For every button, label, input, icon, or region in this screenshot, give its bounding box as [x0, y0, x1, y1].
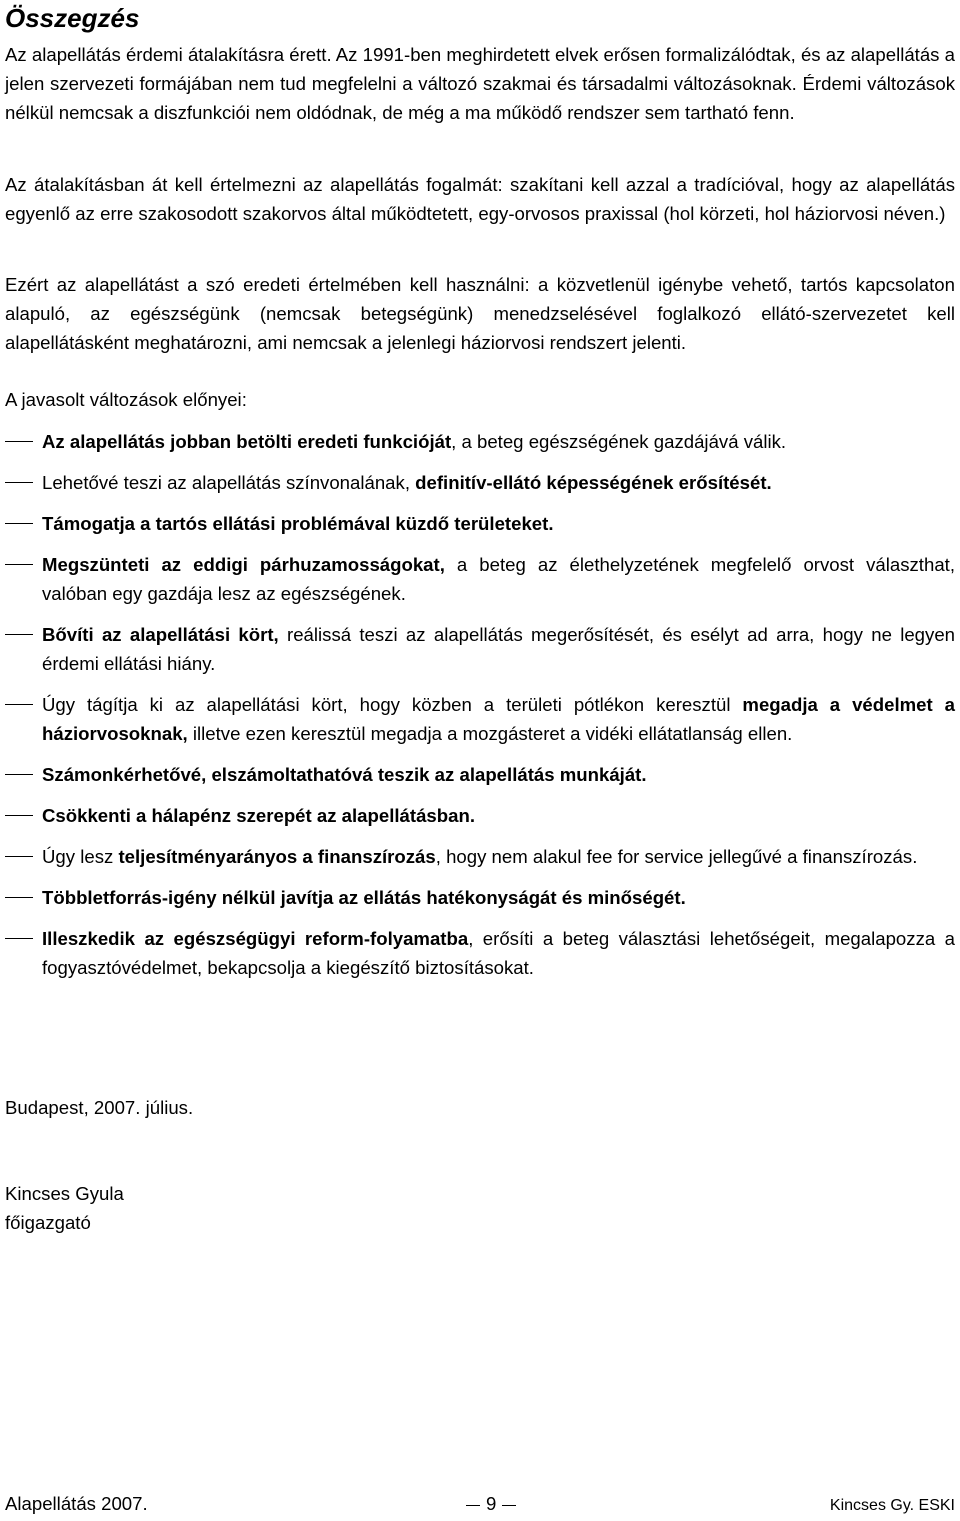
- footer-left: Alapellátás 2007.: [5, 1493, 148, 1514]
- page-number: 9: [460, 1490, 522, 1518]
- intro-paragraph: Az alapellátás érdemi átalakításra érett. Az 1991-ben meghirdetett elvek erősen formalizálódtak, és az alapellátás a jelen szervezeti formájában nem tud megfelelni a változó szakmai és társadalmi változásoknak. Érdemi változások nélkül nemcsak a diszfunkciói nem oldódnak, de még a ma működő rendszer sem tartható fenn.: [5, 44, 955, 123]
- list-item: Úgy lesz teljesítményarányos a finanszírozás, hogy nem alakul fee for service jellegűvé a finanszírozás.: [5, 842, 955, 871]
- dash-bullet-icon: [5, 897, 33, 898]
- dash-icon: [502, 1505, 516, 1506]
- list-item: Számonkérhetővé, elszámoltathatóvá teszik az alapellátás munkáját.: [5, 760, 955, 789]
- list-item: Megszünteti az eddigi párhuzamosságokat, a beteg az élethelyzetének megfelelő orvost választhat, valóban egy gazdája lesz az egészségének.: [5, 550, 955, 608]
- page-title: Összegzés: [5, 3, 140, 33]
- list-item: Csökkenti a hálapénz szerepét az alapellátásban.: [5, 801, 955, 830]
- list-item: Támogatja a tartós ellátási problémával küzdő területeket.: [5, 509, 955, 538]
- dash-bullet-icon: [5, 482, 33, 483]
- dash-bullet-icon: [5, 634, 33, 635]
- benefits-list: [5, 427, 955, 994]
- dash-bullet-icon: [5, 856, 33, 857]
- dash-bullet-icon: [5, 774, 33, 775]
- dash-bullet-icon: [5, 938, 33, 939]
- dash-bullet-icon: [5, 564, 33, 565]
- list-item: Lehetővé teszi az alapellátás színvonalának, definitív-ellátó képességének erősítését.: [5, 468, 955, 497]
- signature-block: [5, 1179, 124, 1237]
- list-item: Bővíti az alapellátási kört, reálissá teszi az alapellátás megerősítését, és esélyt ad arra, hogy ne legyen érdemi ellátási hiány.: [5, 620, 955, 678]
- paragraph-original-meaning: Ezért az alapellátást a szó eredeti értelmében kell használni: a közvetlenül igénybe vehető, tartós kapcsolaton alapuló, az egészségünk (nemcsak betegségünk) menedzselésével foglalkozó ellátó-szervezetet kell alapellátásként meghatározni, ami nemcsak a jelenlegi háziorvosi rendszert jelenti.: [5, 274, 955, 353]
- place-date: Budapest, 2007. július.: [5, 1097, 194, 1118]
- benefits-lead: A javasolt változások előnyei:: [5, 389, 247, 410]
- dash-bullet-icon: [5, 523, 33, 524]
- dash-bullet-icon: [5, 441, 33, 442]
- dash-bullet-icon: [5, 704, 33, 705]
- dash-icon: [466, 1505, 480, 1506]
- dash-bullet-icon: [5, 815, 33, 816]
- list-item: Többletforrás-igény nélkül javítja az ellátás hatékonyságát és minőségét.: [5, 883, 955, 912]
- list-item: Úgy tágítja ki az alapellátási kört, hogy közben a területi pótlékon keresztül megadja a védelmet a háziorvosoknak, illetve ezen keresztül megadja a mozgásteret a vidéki ellátatlanság ellen.: [5, 690, 955, 748]
- signature-name: Kincses Gyula: [5, 1183, 124, 1204]
- signature-title: főigazgató: [5, 1212, 91, 1233]
- list-item: Az alapellátás jobban betölti eredeti funkcióját, a beteg egészségének gazdájává válik.: [5, 427, 955, 456]
- footer-right: Kincses Gy. ESKI: [829, 1497, 955, 1514]
- page-footer: [5, 1490, 955, 1518]
- paragraph-redefinition: Az átalakításban át kell értelmezni az alapellátás fogalmát: szakítani kell azzal a tradícióval, hogy az alapellátás egyenlő az erre szakosodott szakorvos által működtetett, egy-orvosos praxissal (hol körzeti, hol háziorvosi néven.): [5, 174, 955, 224]
- list-item: Illeszkedik az egészségügyi reform-folyamatba, erősíti a beteg választási lehetőségeit, megalapozza a fogyasztóvédelmet, bekapcsolja a kiegészítő biztosításokat.: [5, 924, 955, 982]
